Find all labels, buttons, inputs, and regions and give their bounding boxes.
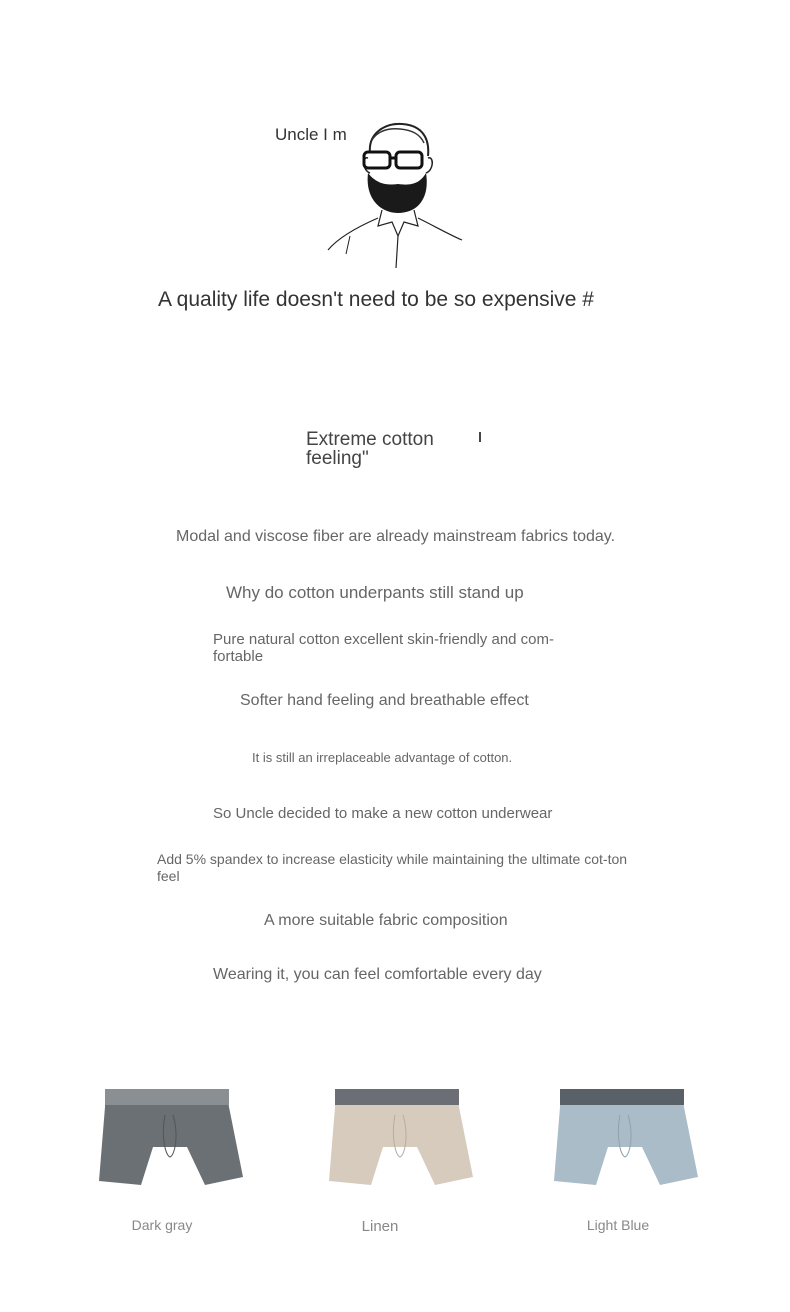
body-line-1: Modal and viscose fiber are already mainstream fabrics today.	[176, 528, 616, 545]
product-image-dark-gray	[95, 1085, 245, 1195]
bearded-man-illustration	[320, 118, 470, 270]
headline: A quality life doesn't need to be so expensive #	[158, 288, 594, 311]
section-title-line1: Extreme cotton	[306, 429, 434, 450]
product-caption-dark-gray: Dark gray	[131, 1217, 193, 1233]
body-line-4: Softer hand feeling and breathable effect	[240, 692, 529, 709]
product-caption-linen: Linen	[361, 1218, 399, 1235]
product-caption-light-blue: Light Blue	[586, 1217, 650, 1233]
body-line-5: It is still an irreplaceable advantage of cotton.	[252, 750, 513, 765]
brand-name: Uncle I m	[275, 125, 347, 144]
body-line-7: Add 5% spandex to increase elasticity while maintaining the ultimate cot-ton feel	[157, 851, 628, 884]
body-line-3: Pure natural cotton excellent skin-friendly and com-fortable	[213, 631, 555, 665]
body-line-6: So Uncle decided to make a new cotton underwear	[213, 805, 553, 822]
body-line-2: Why do cotton underpants still stand up	[226, 583, 524, 602]
product-image-linen	[325, 1085, 475, 1195]
body-line-8: A more suitable fabric composition	[264, 912, 508, 929]
section-title-line2: feeling"	[306, 448, 369, 469]
section-title	[306, 430, 476, 468]
decorative-tick	[479, 432, 481, 442]
product-image-light-blue	[550, 1085, 700, 1195]
body-line-9: Wearing it, you can feel comfortable every day	[213, 966, 542, 983]
